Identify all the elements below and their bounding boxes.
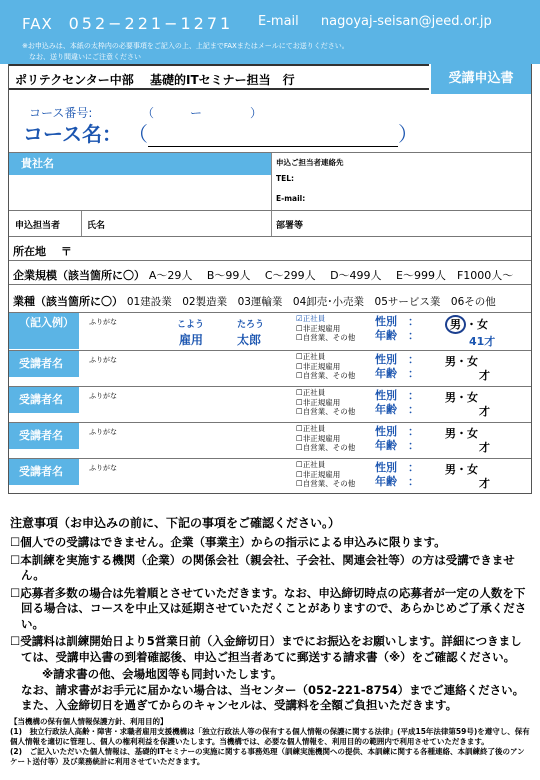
employment-options: [296, 314, 355, 343]
age-label: 年齢 ：: [375, 403, 419, 416]
paren-close: ）: [398, 122, 418, 146]
company-scale-row[interactable]: [9, 260, 531, 284]
company-input[interactable]: [9, 175, 271, 215]
furigana-label: ふりがな: [89, 464, 117, 472]
company-row: [9, 152, 531, 214]
employment-options[interactable]: [296, 388, 355, 417]
example-kana-last: こよう: [177, 320, 205, 330]
sex-label: 性別 ：: [375, 461, 419, 474]
trainee-row[interactable]: [9, 350, 531, 386]
sex-choice[interactable]: [445, 353, 478, 369]
example-age: 41才: [469, 335, 496, 348]
trainee-label: 受講者名: [9, 387, 79, 413]
furigana-label: ふりがな: [89, 392, 117, 400]
sex-age-labels: [375, 461, 419, 489]
recipient-text: ポリテクセンター中部 基礎的ITセミナー担当 行: [15, 73, 295, 87]
female-option[interactable]: 女: [467, 391, 478, 404]
notes-item[interactable]: ☐応募者多数の場合は先着順とさせていただきます。なお、申込締切時点の応募者が一定の人数を下回る場合は、コースを中止又は延期させていただくことがありますので、あらかじめご了承ください。: [10, 585, 527, 631]
address-row[interactable]: [9, 236, 531, 260]
female-option[interactable]: 女: [467, 355, 478, 368]
notes-item[interactable]: ☐本訓練を実施する機関（企業）の関係会社（親会社、子会社、関連会社等）の方は受講できません。: [10, 552, 515, 582]
age-label: 年齢 ：: [375, 367, 419, 380]
example-first-name: 太郎: [237, 333, 262, 347]
form-title-badge: 受講申込書: [431, 64, 531, 94]
separator-dot: ・: [466, 318, 477, 331]
course-number-blank[interactable]: （ ー ）: [142, 106, 263, 120]
company-label: 貴社名: [9, 153, 271, 175]
emp-nonregular[interactable]: ☐非正規雇用: [296, 361, 341, 371]
age-suffix: 才: [479, 369, 490, 382]
age-suffix: 才: [479, 441, 490, 454]
emp-nonregular: ☐非正規雇用: [296, 323, 341, 333]
emp-nonregular[interactable]: ☐非正規雇用: [296, 433, 341, 443]
male-option[interactable]: 男: [445, 355, 456, 368]
age-label: 年齢 ：: [375, 475, 419, 488]
age-label: 年齢 ：: [375, 439, 419, 452]
invoice-note: ※請求書の他、会場地図等も同封いたします。: [42, 667, 283, 681]
emp-self[interactable]: ☐自営業、その他: [296, 407, 356, 416]
address-label: 所在地 〒: [13, 245, 72, 258]
emp-regular-checked: ☑正社員: [296, 314, 326, 323]
employment-options[interactable]: [296, 424, 355, 453]
age-suffix: 才: [479, 477, 490, 490]
course-name-field[interactable]: [23, 118, 418, 147]
tel-label: TEL:: [276, 174, 295, 183]
trainee-row[interactable]: [9, 386, 531, 422]
separator-dot: ・: [456, 463, 467, 476]
applicant-label: 申込担当者: [15, 221, 61, 231]
industry-text: [13, 293, 496, 309]
emp-regular[interactable]: ☐正社員: [296, 424, 326, 433]
industry-options[interactable]: 01建設業 02製造業 03運輸業 04卸売･小売業 05サービス業 06その他: [126, 296, 496, 308]
sex-label: 性別 ：: [375, 353, 419, 366]
sex-choice[interactable]: [445, 389, 478, 405]
application-form: [8, 64, 532, 494]
course-name-blank[interactable]: [148, 127, 398, 147]
name-label[interactable]: 氏名: [87, 221, 106, 231]
emp-self: ☐自営業、その他: [296, 333, 356, 342]
contact-email-label: E-mail:: [276, 194, 306, 203]
note-line-1: ※お申込みは、本紙の太枠内の必要事項をご記入の上、上記までFAXまたはメールにてお送りください。: [22, 42, 349, 50]
furigana-label: ふりがな: [89, 428, 117, 436]
male-option[interactable]: 男: [445, 391, 456, 404]
example-label: （記入例）: [9, 313, 79, 349]
scale-label: 企業規模（該当箇所に〇）: [13, 269, 145, 282]
emp-self[interactable]: ☐自営業、その他: [296, 443, 356, 452]
furigana-label: ふりがな: [89, 356, 117, 364]
trainee-label: 受講者名: [9, 423, 79, 449]
notes-heading: 注意事項（お申込みの前に、下記の事項をご確認ください。）: [10, 516, 341, 530]
applicant-row: [9, 210, 531, 236]
emp-self[interactable]: ☐自営業、その他: [296, 479, 356, 488]
contact-title: 申込ご担当者連絡先: [276, 158, 344, 167]
example-row: [9, 312, 531, 348]
notes-item[interactable]: ☐個人での受講はできません。企業（事業主）からの指示による申込みに限ります。: [10, 535, 446, 549]
course-name-label: コース名：: [23, 122, 122, 146]
female-option[interactable]: 女: [467, 427, 478, 440]
female-option[interactable]: 女: [467, 463, 478, 476]
divider: [271, 153, 272, 215]
female-option: 女: [477, 318, 488, 331]
sex-choice[interactable]: [445, 461, 478, 477]
sex-age-labels: [375, 315, 419, 343]
male-circled: 男: [445, 315, 466, 334]
separator-dot: ・: [456, 391, 467, 404]
email-line: [258, 14, 492, 29]
divider: [81, 211, 82, 237]
emp-nonregular[interactable]: ☐非正規雇用: [296, 397, 341, 407]
industry-row[interactable]: [9, 284, 531, 308]
paren-open: （: [128, 122, 148, 146]
emp-regular[interactable]: ☐正社員: [296, 352, 326, 361]
emp-regular[interactable]: ☐正社員: [296, 460, 326, 469]
dept-label[interactable]: 部署等: [276, 221, 304, 231]
sex-label: 性別 ：: [375, 315, 419, 328]
course-number-label: コース番号:: [29, 106, 93, 120]
contact-note: なお、請求書がお手元に届かない場合は、当センター（052-221-8754）までご連絡ください。: [21, 682, 525, 697]
privacy-heading: 【当機構の保有個人情報保護方針、利用目的】: [10, 716, 168, 726]
employment-options[interactable]: [296, 352, 355, 381]
fax-line: [22, 14, 233, 33]
sex-label: 性別 ：: [375, 389, 419, 402]
trainee-row[interactable]: [9, 422, 531, 458]
cancel-note: また、入金締切日を過ぎてからのキャンセルは、受講料を全額ご負担いただきます。: [21, 698, 458, 712]
age-suffix: 才: [479, 405, 490, 418]
example-kana-first: たろう: [237, 320, 265, 330]
sex-label: 性別 ：: [375, 425, 419, 438]
scale-text: [13, 267, 513, 283]
scale-options[interactable]: A〜29人 B〜99人 C〜299人 D〜499人 E〜999人 F1000人〜: [148, 269, 514, 282]
email-label: E-mail: [258, 14, 299, 29]
separator-dot: ・: [456, 355, 467, 368]
trainee-row[interactable]: [9, 458, 531, 494]
notes-section: [10, 514, 530, 767]
privacy-item-1: (1) 独立行政法人高齢・障害・求職者雇用支援機構は「独立行政法人等の保有する個人情報の保護に関する法律」(平成15年法律第59号)を遵守し、保有個人情報を適切に管理し、個人の権利利益を保護いたします。当機構では、必要な個人情報を、利用目的の範囲内で利用させていただきます。: [10, 726, 530, 746]
sex-choice[interactable]: [445, 425, 478, 441]
emp-regular[interactable]: ☐正社員: [296, 388, 326, 397]
emp-nonregular[interactable]: ☐非正規雇用: [296, 469, 341, 479]
sex-age-labels: [375, 353, 419, 381]
emp-self[interactable]: ☐自営業、その他: [296, 371, 356, 380]
sex-choice: [445, 315, 488, 334]
employment-options[interactable]: [296, 460, 355, 489]
fax-label: FAX: [22, 15, 53, 33]
note-line-2: なお、送り間違いにご注意ください: [22, 53, 141, 61]
trainee-label: 受講者名: [9, 351, 79, 377]
example-last-name: 雇用: [179, 333, 204, 347]
recipient-line: [9, 64, 429, 90]
divider: [271, 211, 272, 237]
trainee-label: 受講者名: [9, 459, 79, 485]
male-option[interactable]: 男: [445, 463, 456, 476]
male-option[interactable]: 男: [445, 427, 456, 440]
sex-age-labels: [375, 425, 419, 453]
privacy-item-2: (2) ご記入いただいた個人情報は、基礎的ITセミナーの実施に関する事務処理（訓練実施機関への提供、本訓練に関する各種連絡、本訓練終了後のアンケート送付等）及び業務統計に利用させていただきます。: [10, 746, 525, 766]
furigana-label: ふりがな: [89, 318, 117, 326]
sex-age-labels: [375, 389, 419, 417]
email-address: nagoyaj-seisan@jeed.or.jp: [320, 14, 492, 29]
submission-note: [22, 41, 522, 63]
fax-number: 052−221−1271: [68, 14, 234, 33]
industry-label: 業種（該当箇所に〇）: [13, 295, 123, 308]
fax-header: [0, 0, 540, 64]
age-label: 年齢 ：: [375, 329, 419, 342]
separator-dot: ・: [456, 427, 467, 440]
notes-item[interactable]: ☐受講料は訓練開始日より5営業日前（入金締切日）までにお振込をお願いします。詳細につきましては、受講申込書の到着確認後、申込ご担当者あてに郵送する請求書（※）をご確認ください。: [10, 634, 522, 664]
